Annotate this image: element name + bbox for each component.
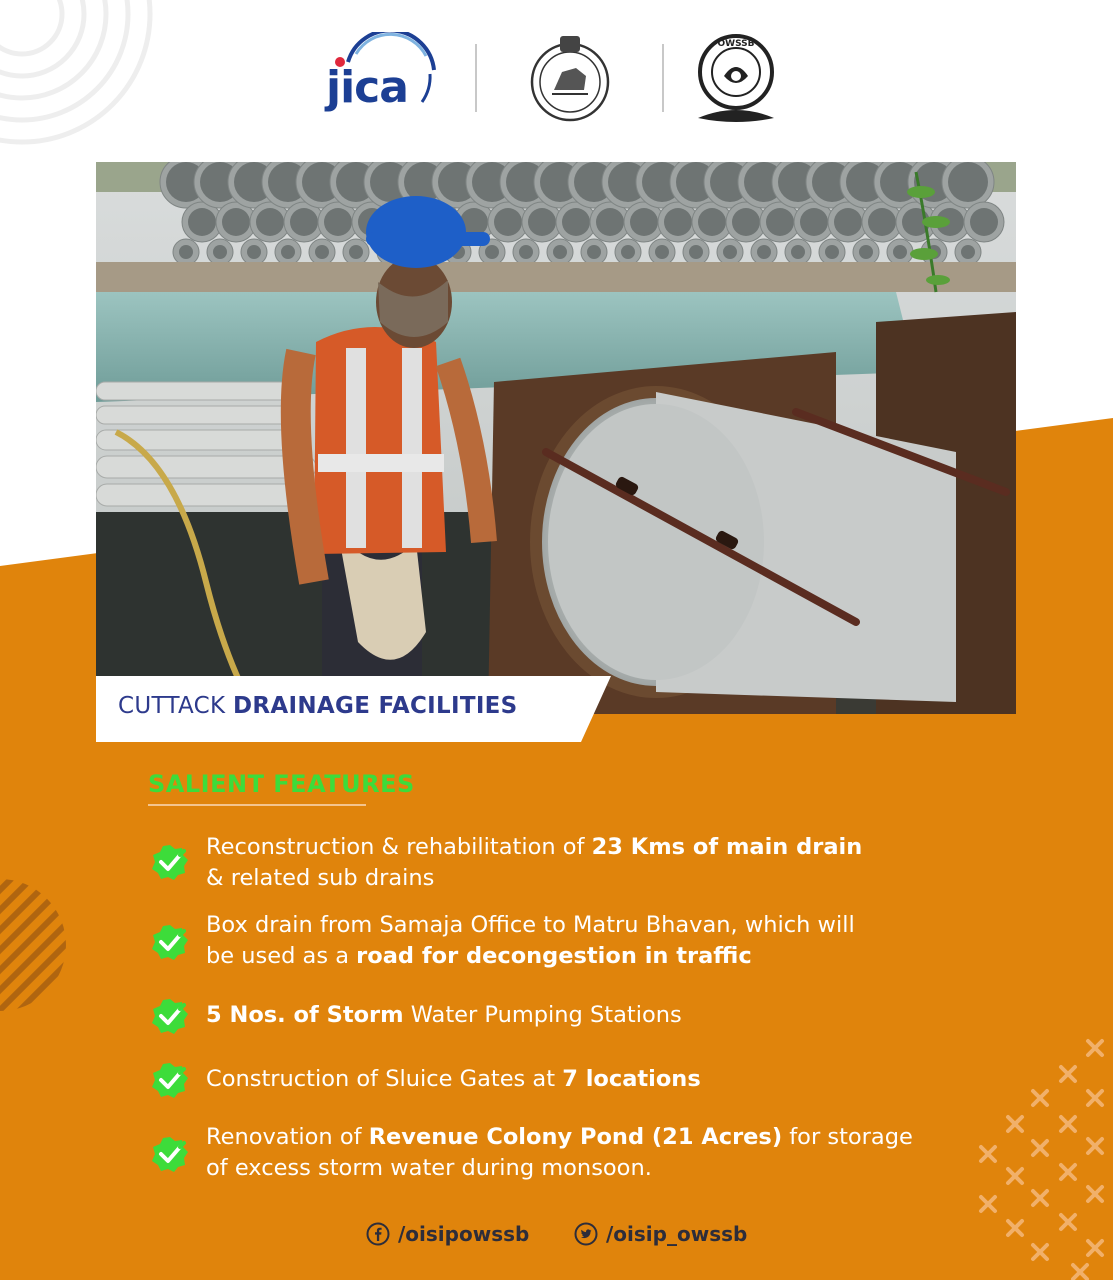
feature-text: be used as a xyxy=(206,943,357,969)
feature-text: & related sub drains xyxy=(206,865,435,891)
jica-wordmark: jica xyxy=(326,62,408,113)
check-icon xyxy=(150,1134,190,1174)
page-title xyxy=(118,693,518,719)
title-banner xyxy=(96,676,611,742)
odisha-emblem-logo xyxy=(526,32,614,124)
twitter-link[interactable] xyxy=(574,1218,747,1250)
feature-bold: Revenue Colony Pond (21 Acres) xyxy=(368,1124,783,1150)
facebook-icon xyxy=(366,1222,390,1246)
facebook-handle: /oisipowssb xyxy=(398,1222,530,1246)
drainage-construction-photo xyxy=(96,162,1016,714)
feature-text: of excess storm water during monsoon. xyxy=(206,1155,652,1181)
feature-text: Renovation of xyxy=(206,1124,369,1150)
feature-text: for storage xyxy=(782,1124,913,1150)
feature-item xyxy=(150,910,960,972)
feature-item xyxy=(150,832,960,894)
jica-logo xyxy=(326,32,440,124)
check-icon xyxy=(150,922,190,962)
check-icon xyxy=(150,996,190,1036)
logo-divider xyxy=(475,44,477,112)
feature-item xyxy=(150,1000,960,1036)
check-icon xyxy=(150,1060,190,1100)
twitter-handle: /oisip_owssb xyxy=(606,1222,748,1246)
check-icon xyxy=(150,842,190,882)
heading-underline xyxy=(148,804,366,806)
feature-text: Box drain from Samaja Office to Matru Bhavan, which will xyxy=(206,912,855,938)
logo-divider xyxy=(662,44,664,112)
salient-features-heading: SALIENT FEATURES xyxy=(148,770,415,798)
feature-bold: 7 locations xyxy=(562,1066,701,1092)
title-bold: DRAINAGE FACILITIES xyxy=(233,693,518,719)
feature-bold: 23 Kms of main drain xyxy=(591,834,863,860)
striped-decoration xyxy=(0,850,70,1040)
cross-pattern-decoration xyxy=(970,1036,1113,1280)
logo-bar xyxy=(0,28,1113,128)
title-light: CUTTACK xyxy=(118,693,226,719)
twitter-icon xyxy=(574,1222,598,1246)
feature-item xyxy=(150,1122,960,1184)
feature-text: Reconstruction & rehabilitation of xyxy=(206,834,592,860)
feature-bold: road for decongestion in traffic xyxy=(356,943,752,969)
feature-bold: 5 Nos. of Storm xyxy=(206,1002,404,1028)
owssb-logo xyxy=(694,32,778,126)
feature-text: Water Pumping Stations xyxy=(403,1002,682,1028)
svg-text:OWSSB: OWSSB xyxy=(717,39,755,49)
feature-item xyxy=(150,1064,960,1100)
feature-text: Construction of Sluice Gates at xyxy=(206,1066,563,1092)
facebook-link[interactable] xyxy=(366,1218,529,1250)
